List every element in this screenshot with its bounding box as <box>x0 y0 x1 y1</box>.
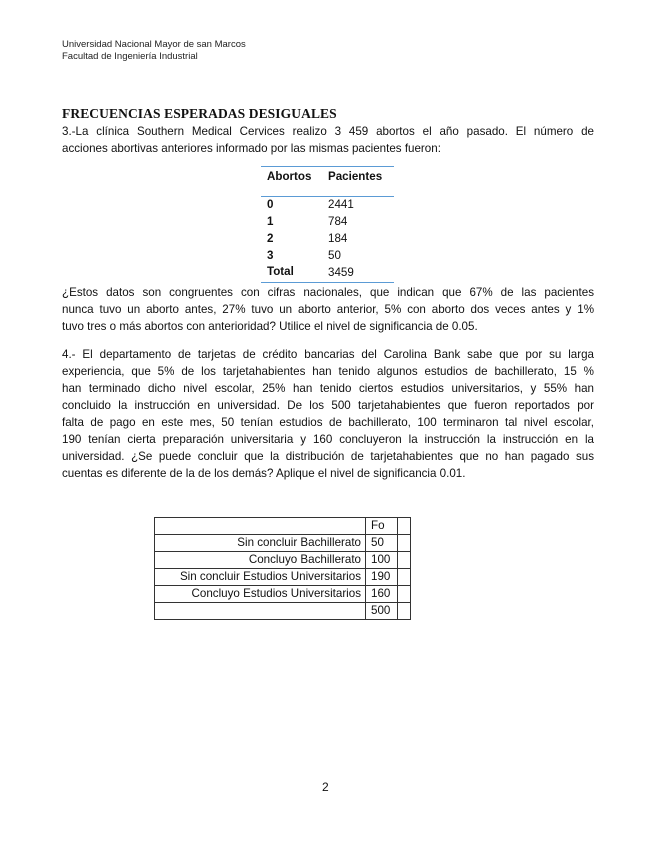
table-top-rule <box>261 166 394 167</box>
table-cell: 184 <box>328 232 348 245</box>
document-header <box>62 39 246 63</box>
table-cell <box>398 603 411 620</box>
row-fo: 50 <box>366 535 398 552</box>
table-row <box>155 603 411 620</box>
col-header-abortos: Abortos <box>267 170 312 183</box>
text-line: ¿Estos datos son congruentes con cifras nacionales, que indican que 67% de las pacientes <box>62 286 594 299</box>
table-row <box>155 552 411 569</box>
text-line: nunca tuvo un aborto antes, 27% tuvo un aborto anterior, 5% con aborto dos veces antes y 1% <box>62 303 594 316</box>
table-cell: 2441 <box>328 198 354 211</box>
row-fo-total: 500 <box>366 603 398 620</box>
row-label: Concluyo Bachillerato <box>155 552 366 569</box>
table-cell <box>398 586 411 603</box>
text-line: han terminado dicho nivel escolar, 25% han tenido ciertos estudios universitarios, y 55% han <box>62 382 594 395</box>
table-header-rule <box>261 196 394 197</box>
text-line: falta de pago en este mes, 50 tenían estudios de bachillerato, 100 terminaron tal nivel escolar, <box>62 416 594 429</box>
row-label: Sin concluir Bachillerato <box>155 535 366 552</box>
row-label <box>155 603 366 620</box>
table-total-label: Total <box>267 265 294 278</box>
problem3-intro <box>62 123 594 157</box>
table-cell: 784 <box>328 215 348 228</box>
header-university: Universidad Nacional Mayor de san Marcos <box>62 39 246 50</box>
table-bottom-rule <box>261 282 394 283</box>
section-title: FRECUENCIAS ESPERADAS DESIGUALES <box>62 106 337 121</box>
table-row <box>155 535 411 552</box>
row-fo: 160 <box>366 586 398 603</box>
table-cell <box>398 535 411 552</box>
text-line: universidad. ¿Se puede concluir que la distribución de tarjetahabientes que no han pagado sus <box>62 450 594 463</box>
text-line: 3.-La clínica Southern Medical Cervices realizo 3 459 abortos el año pasado. El número de <box>62 125 594 138</box>
row-fo: 100 <box>366 552 398 569</box>
table-total-value: 3459 <box>328 266 354 279</box>
fo-table <box>154 517 411 620</box>
header-faculty: Facultad de Ingeniería Industrial <box>62 51 198 62</box>
table-cell: 0 <box>267 198 274 211</box>
table-cell: 3 <box>267 249 274 262</box>
table-cell: 50 <box>328 249 341 262</box>
problem3-question <box>62 284 594 335</box>
text-line: concluido la instrucción en universidad. De los 500 tarjetahabientes que fueron reportados por <box>62 399 594 412</box>
table-row <box>155 569 411 586</box>
text-line: acciones abortivas anteriores informado por las mismas pacientes fueron: <box>62 142 441 155</box>
table-row <box>155 586 411 603</box>
table-cell <box>398 518 411 535</box>
table-cell <box>398 569 411 586</box>
row-label: Concluyo Estudios Universitarios <box>155 586 366 603</box>
text-line: tuvo tres o más abortos con anterioridad? Utilice el nivel de significancia de 0.05. <box>62 320 478 333</box>
text-line: 190 tenían cierta preparación universitaria y 160 concluyeron la instrucción la instrucción en la <box>62 433 594 446</box>
row-label: Sin concluir Estudios Universitarios <box>155 569 366 586</box>
col-header-pacientes: Pacientes <box>328 170 383 183</box>
table-cell <box>155 518 366 535</box>
table-cell <box>398 552 411 569</box>
row-fo: 190 <box>366 569 398 586</box>
problem4-text <box>62 346 594 482</box>
text-line: experiencia, que 5% de los tarjetahabientes han tenido algunos estudios de bachillerato, 15 % <box>62 365 594 378</box>
table-row <box>155 518 411 535</box>
text-line: cuentas es diferente de la de los demás? Aplique el nivel de significancia 0.01. <box>62 467 466 480</box>
col-header-fo: Fo <box>366 518 398 535</box>
table-cell: 1 <box>267 215 274 228</box>
page-number: 2 <box>322 780 329 794</box>
table-cell: 2 <box>267 232 274 245</box>
text-line: 4.- El departamento de tarjetas de crédito bancarias del Carolina Bank sabe que por su larga <box>62 348 594 361</box>
